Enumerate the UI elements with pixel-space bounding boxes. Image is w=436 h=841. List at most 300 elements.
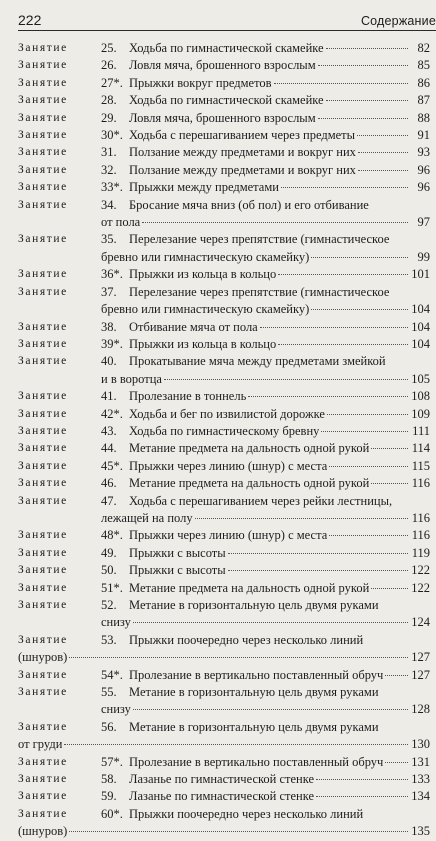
page-ref: 82 xyxy=(417,41,430,55)
entry-body xyxy=(101,197,430,232)
lesson-number: 52. xyxy=(101,598,117,612)
lesson-label: Занятие xyxy=(18,320,68,333)
entry-title-line xyxy=(101,458,430,475)
lesson-label: Занятие xyxy=(18,355,68,368)
entry-title-line xyxy=(101,319,430,336)
entry-title: Лазанье по гимнастической стенке xyxy=(129,772,315,787)
toc-entry xyxy=(18,562,430,579)
page-ref: 111 xyxy=(412,423,430,438)
lesson-label: Занятие xyxy=(18,755,68,768)
page-header xyxy=(18,6,436,31)
entry-title-continuation xyxy=(18,736,430,753)
entry-title-line xyxy=(101,771,430,788)
entry-title-line xyxy=(101,788,430,805)
entry-title: Ходьба по гимнастической скамейке xyxy=(129,41,324,55)
toc-entry xyxy=(18,92,430,109)
lesson-label: Занятие xyxy=(18,76,68,89)
dot-leader xyxy=(260,327,408,328)
page-number: 222 xyxy=(18,12,42,28)
entry-title-continuation xyxy=(101,510,430,527)
toc-entry xyxy=(18,57,430,74)
entry-title: Метание в горизонтальную цель двумя руками xyxy=(129,685,379,700)
entry-body xyxy=(101,336,430,353)
page-ref: 101 xyxy=(411,267,430,282)
toc-entry xyxy=(18,40,430,57)
toc-entry xyxy=(18,179,430,196)
lesson-number: 54*. xyxy=(101,667,123,682)
lesson-label: Занятие xyxy=(18,477,68,490)
page-ref: 93 xyxy=(417,145,430,160)
toc-entry xyxy=(18,110,430,127)
lesson-label: Занятие xyxy=(18,529,68,542)
entry-title-line xyxy=(101,40,430,57)
dot-leader xyxy=(281,187,408,188)
lesson-label: Занятие xyxy=(18,790,68,803)
page-ref: 96 xyxy=(417,162,430,177)
lesson-number: 38. xyxy=(101,319,117,334)
table-of-contents xyxy=(18,40,430,841)
entry-title-line xyxy=(101,632,430,649)
dot-leader xyxy=(248,396,408,397)
lesson-number: 59. xyxy=(101,789,117,804)
entry-title: Пролезание в вертикально поставленный обруч xyxy=(129,667,384,682)
page-ref: 128 xyxy=(411,702,430,717)
page-ref: 122 xyxy=(411,563,430,578)
page-ref: 99 xyxy=(417,249,430,264)
page-ref: 105 xyxy=(411,371,430,386)
entry-title: бревно или гимнастическую скамейку) xyxy=(101,302,310,317)
dot-leader xyxy=(274,83,408,84)
dot-leader xyxy=(321,431,408,432)
entry-body xyxy=(101,110,430,127)
entry-title-line xyxy=(101,353,430,370)
entry-title-line xyxy=(101,527,430,544)
entry-title: Перелезание через препятствие (гимнастическое xyxy=(129,284,390,299)
lesson-number: 58. xyxy=(101,772,117,787)
lesson-number: 28. xyxy=(101,93,117,108)
dot-leader xyxy=(385,675,408,676)
entry-title-line xyxy=(101,580,430,597)
lesson-number: 40. xyxy=(101,354,117,369)
entry-body xyxy=(101,754,430,771)
entry-title-line xyxy=(101,92,430,109)
lesson-label: Занятие xyxy=(18,720,68,733)
entry-title: Перелезание через препятствие (гимнастическое xyxy=(129,232,390,247)
entry-title: Прыжки с высоты xyxy=(129,545,226,560)
entry-body xyxy=(101,545,430,562)
lesson-label: Занятие xyxy=(18,442,68,455)
entry-title-line xyxy=(101,179,430,196)
dot-leader xyxy=(358,170,408,171)
entry-title: Прыжки через линию (шнур) с места xyxy=(129,528,328,543)
entry-body xyxy=(101,92,430,109)
lesson-number: 50. xyxy=(101,563,117,578)
entry-title-line xyxy=(101,562,430,579)
dot-leader xyxy=(64,744,408,745)
lesson-label: Занятие xyxy=(18,599,68,611)
entry-title-line xyxy=(101,162,430,179)
lesson-label: Занятие xyxy=(18,668,68,681)
entry-title: от пола xyxy=(101,215,141,230)
lesson-label: Занятие xyxy=(18,111,68,124)
toc-entry xyxy=(18,423,430,440)
entry-title-line xyxy=(101,667,430,684)
entry-title: Метание в горизонтальную цель двумя руками xyxy=(129,719,379,734)
entry-body xyxy=(101,40,430,57)
entry-body xyxy=(101,284,430,319)
entry-title-line xyxy=(101,493,430,510)
entry-body xyxy=(101,57,430,74)
lesson-number: 39*. xyxy=(101,336,123,351)
lesson-number: 60*. xyxy=(101,806,123,821)
lesson-number: 26. xyxy=(101,58,117,73)
toc-entry xyxy=(18,771,430,788)
entry-title-continuation xyxy=(101,249,430,266)
entry-title: Прыжки с высоты xyxy=(129,563,226,578)
toc-entry xyxy=(18,684,430,719)
entry-title-continuation xyxy=(101,371,430,388)
lesson-label: Занятие xyxy=(18,773,68,786)
toc-entry xyxy=(18,231,430,266)
dot-leader xyxy=(311,257,408,258)
lesson-label: Занятие xyxy=(18,424,68,437)
entry-title: Прыжки поочередно через несколько линий xyxy=(129,806,364,821)
entry-title-line xyxy=(101,388,430,405)
lesson-label: Занятие xyxy=(18,233,68,246)
entry-body xyxy=(101,684,430,719)
entry-body xyxy=(101,127,430,144)
toc-entry xyxy=(18,388,430,405)
page-ref: 88 xyxy=(417,110,430,125)
entry-title: Лазанье по гимнастической стенке xyxy=(129,789,315,804)
entry-body xyxy=(101,527,430,544)
toc-entry xyxy=(18,440,430,457)
entry-body xyxy=(101,493,430,528)
toc-entry xyxy=(18,336,430,353)
lesson-number: 53. xyxy=(101,632,117,647)
lesson-label: Занятие xyxy=(18,198,68,211)
page-ref: 134 xyxy=(411,789,430,804)
dot-leader xyxy=(318,118,408,119)
entry-title-line xyxy=(101,406,430,423)
entry-title: Ползание между предметами и вокруг них xyxy=(129,162,356,177)
toc-entry xyxy=(18,475,430,492)
entry-title-line xyxy=(101,597,430,614)
toc-entry xyxy=(18,406,430,423)
entry-title-line xyxy=(101,684,430,701)
entry-title: (шнуров) xyxy=(18,650,68,665)
lesson-label: Занятие xyxy=(18,59,68,72)
lesson-number: 37. xyxy=(101,284,117,299)
entry-title: Метание предмета на дальность одной рукой xyxy=(129,476,370,491)
page-ref: 130 xyxy=(411,737,430,752)
entry-title: Метание предмета на дальность одной рукой xyxy=(129,441,370,456)
dot-leader xyxy=(278,344,408,345)
dot-leader xyxy=(316,779,408,780)
page-ref: 86 xyxy=(417,75,430,90)
entry-title: Бросание мяча вниз (об пол) и его отбивание xyxy=(129,197,369,212)
entry-body xyxy=(101,475,430,492)
lesson-label: Занятие xyxy=(18,146,68,159)
dot-leader xyxy=(326,100,408,101)
entry-title-line xyxy=(101,423,430,440)
entry-title: (шнуров) xyxy=(18,824,68,839)
lesson-number: 36*. xyxy=(101,267,123,282)
entry-title: Ходьба с перешагиванием через рейки лестницы, xyxy=(129,493,393,508)
page-ref: 124 xyxy=(411,615,430,630)
lesson-number: 49. xyxy=(101,545,117,560)
page-ref: 122 xyxy=(411,580,430,595)
dot-leader xyxy=(357,135,408,136)
toc-entry xyxy=(18,284,430,319)
toc-entry xyxy=(18,667,430,684)
lesson-number: 34. xyxy=(101,197,117,212)
page-ref: 109 xyxy=(411,406,430,421)
toc-entry xyxy=(18,458,430,475)
entry-title: Метание в горизонтальную цель двумя руками xyxy=(129,598,379,612)
lesson-number: 33*. xyxy=(101,180,123,195)
dot-leader xyxy=(318,65,408,66)
dot-leader xyxy=(69,657,408,658)
entry-title-line xyxy=(101,266,430,283)
lesson-label: Занятие xyxy=(18,42,68,54)
page-ref: 97 xyxy=(417,215,430,230)
entry-title: снизу xyxy=(101,615,131,630)
entry-title: Ходьба по гимнастическому бревну xyxy=(129,423,320,438)
dot-leader xyxy=(69,831,408,832)
lesson-number: 31. xyxy=(101,145,117,160)
entry-title-line xyxy=(101,144,430,161)
entry-title: Пролезание в вертикально поставленный обруч xyxy=(129,754,384,769)
toc-entry xyxy=(18,632,430,667)
dot-leader xyxy=(311,309,408,310)
page-ref: 133 xyxy=(411,772,430,787)
lesson-label: Занятие xyxy=(18,807,68,820)
entry-body xyxy=(101,319,430,336)
entry-title: от груди xyxy=(18,737,63,752)
toc-entry xyxy=(18,527,430,544)
entry-body xyxy=(101,144,430,161)
entry-title: Ходьба и бег по извилистой дорожке xyxy=(129,406,325,421)
lesson-number: 35. xyxy=(101,232,117,247)
entry-title: Прокатывание мяча между предметами змейкой xyxy=(129,354,386,369)
entry-title: Ходьба с перешагиванием через предметы xyxy=(129,128,356,143)
lesson-number: 55. xyxy=(101,685,117,700)
entry-body xyxy=(101,771,430,788)
dot-leader xyxy=(164,379,408,380)
dot-leader xyxy=(326,48,408,49)
entry-title-line xyxy=(101,127,430,144)
lesson-label: Занятие xyxy=(18,459,68,472)
lesson-number: 48*. xyxy=(101,528,123,543)
page-ref: 85 xyxy=(417,58,430,73)
entry-title-continuation xyxy=(101,214,430,231)
page-ref: 119 xyxy=(411,545,430,560)
lesson-number: 25. xyxy=(101,41,117,55)
entry-body xyxy=(101,580,430,597)
toc-entry xyxy=(18,580,430,597)
entry-title-line xyxy=(101,336,430,353)
lesson-label: Занятие xyxy=(18,181,68,194)
page-ref: 104 xyxy=(411,302,430,317)
entry-title-line xyxy=(101,57,430,74)
lesson-label: Занятие xyxy=(18,337,68,350)
entry-body xyxy=(101,231,430,266)
dot-leader xyxy=(195,518,408,519)
entry-title-line xyxy=(101,440,430,457)
toc-entry xyxy=(18,144,430,161)
entry-body xyxy=(101,75,430,92)
entry-title-line xyxy=(101,754,430,771)
lesson-label: Занятие xyxy=(18,94,68,107)
lesson-number: 43. xyxy=(101,423,117,438)
toc-entry xyxy=(18,806,430,841)
lesson-label: Занятие xyxy=(18,686,68,699)
dot-leader xyxy=(316,796,408,797)
page-ref: 131 xyxy=(411,754,430,769)
lesson-number: 47. xyxy=(101,493,117,508)
entry-body xyxy=(101,440,430,457)
dot-leader xyxy=(133,622,408,623)
entry-body xyxy=(101,406,430,423)
entry-title: Ловля мяча, брошенного взрослым xyxy=(129,110,316,125)
lesson-label: Занятие xyxy=(18,129,68,142)
dot-leader xyxy=(133,709,408,710)
entry-body xyxy=(101,423,430,440)
dot-leader xyxy=(371,588,408,589)
dot-leader xyxy=(371,483,408,484)
toc-entry xyxy=(18,162,430,179)
entry-title-line xyxy=(101,75,430,92)
toc-entry xyxy=(18,545,430,562)
entry-title: Отбивание мяча от пола xyxy=(129,319,258,334)
entry-title-continuation xyxy=(101,301,430,318)
entry-title: Ловля мяча, брошенного взрослым xyxy=(129,58,316,73)
page-ref: 91 xyxy=(417,128,430,143)
entry-body xyxy=(101,179,430,196)
dot-leader xyxy=(385,762,408,763)
entry-title: Прыжки вокруг предметов xyxy=(129,75,272,90)
lesson-label: Занятие xyxy=(18,407,68,420)
section-title: Содержание xyxy=(360,14,436,28)
entry-body xyxy=(101,458,430,475)
dot-leader xyxy=(329,535,408,536)
lesson-label: Занятие xyxy=(18,494,68,507)
entry-title: Ползание между предметами и вокруг них xyxy=(129,145,356,160)
entry-title: Прыжки из кольца в кольцо xyxy=(129,336,277,351)
entry-title: Ходьба по гимнастической скамейке xyxy=(129,93,324,108)
entry-title-continuation xyxy=(101,614,430,631)
toc-entry xyxy=(18,597,430,632)
page-ref: 104 xyxy=(411,336,430,351)
entry-body xyxy=(101,667,430,684)
toc-entry xyxy=(18,127,430,144)
entry-body xyxy=(101,162,430,179)
entry-title: снизу xyxy=(101,702,131,717)
lesson-number: 46. xyxy=(101,476,117,491)
page-ref: 114 xyxy=(411,441,430,456)
toc-entry xyxy=(18,754,430,771)
entry-title-line xyxy=(101,475,430,492)
entry-title: Прыжки поочередно через несколько линий xyxy=(129,632,364,647)
entry-title: Метание предмета на дальность одной рукой xyxy=(129,580,370,595)
dot-leader xyxy=(278,274,408,275)
lesson-number: 27*. xyxy=(101,75,123,90)
entry-title-line xyxy=(101,284,430,301)
dot-leader xyxy=(327,414,408,415)
page-ref: 108 xyxy=(411,389,430,404)
page-ref: 116 xyxy=(411,528,430,543)
lesson-number: 56. xyxy=(101,719,117,734)
page-ref: 116 xyxy=(411,510,430,525)
toc-entry xyxy=(18,719,430,754)
page-ref: 96 xyxy=(417,180,430,195)
entry-body xyxy=(101,788,430,805)
entry-body xyxy=(101,597,430,632)
page-ref: 127 xyxy=(411,650,430,665)
lesson-number: 45*. xyxy=(101,458,123,473)
entry-title-line xyxy=(101,110,430,127)
entry-title: лежащей на полу xyxy=(101,510,193,525)
lesson-number: 29. xyxy=(101,110,117,125)
entry-title-continuation xyxy=(18,823,430,840)
toc-entry xyxy=(18,197,430,232)
lesson-number: 30*. xyxy=(101,128,123,143)
entry-title: Прыжки из кольца в кольцо xyxy=(129,267,277,282)
entry-body xyxy=(101,562,430,579)
lesson-label: Занятие xyxy=(18,564,68,577)
lesson-label: Занятие xyxy=(18,390,68,403)
page-ref: 104 xyxy=(411,319,430,334)
entry-title: Прыжки через линию (шнур) с места xyxy=(129,458,328,473)
entry-title: бревно или гимнастическую скамейку) xyxy=(101,249,310,264)
entry-title-line xyxy=(101,197,430,214)
dot-leader xyxy=(142,222,408,223)
toc-entry xyxy=(18,75,430,92)
page-ref: 116 xyxy=(411,476,430,491)
dot-leader xyxy=(228,570,408,571)
lesson-label: Занятие xyxy=(18,268,68,281)
entry-title-line xyxy=(101,719,430,736)
entry-title-line xyxy=(101,545,430,562)
entry-title-continuation xyxy=(18,649,430,666)
lesson-number: 42*. xyxy=(101,406,123,421)
entry-title-continuation xyxy=(101,701,430,718)
lesson-label: Занятие xyxy=(18,546,68,559)
page-ref: 87 xyxy=(417,93,430,108)
dot-leader xyxy=(358,152,408,153)
lesson-number: 57*. xyxy=(101,754,123,769)
toc-entry xyxy=(18,353,430,388)
entry-body xyxy=(101,266,430,283)
entry-title: Пролезание в тоннель xyxy=(129,389,247,404)
lesson-number: 51*. xyxy=(101,580,123,595)
toc-entry xyxy=(18,788,430,805)
entry-title: Прыжки между предметами xyxy=(129,180,279,195)
toc-entry xyxy=(18,493,430,528)
entry-title: и в воротца xyxy=(101,371,162,386)
lesson-number: 41. xyxy=(101,389,117,404)
lesson-label: Занятие xyxy=(18,581,68,594)
dot-leader xyxy=(228,553,408,554)
lesson-number: 32. xyxy=(101,162,117,177)
entry-body xyxy=(101,388,430,405)
toc-entry xyxy=(18,266,430,283)
page-ref: 135 xyxy=(411,824,430,839)
dot-leader xyxy=(371,448,408,449)
toc-entry xyxy=(18,319,430,336)
lesson-label: Занятие xyxy=(18,285,68,298)
